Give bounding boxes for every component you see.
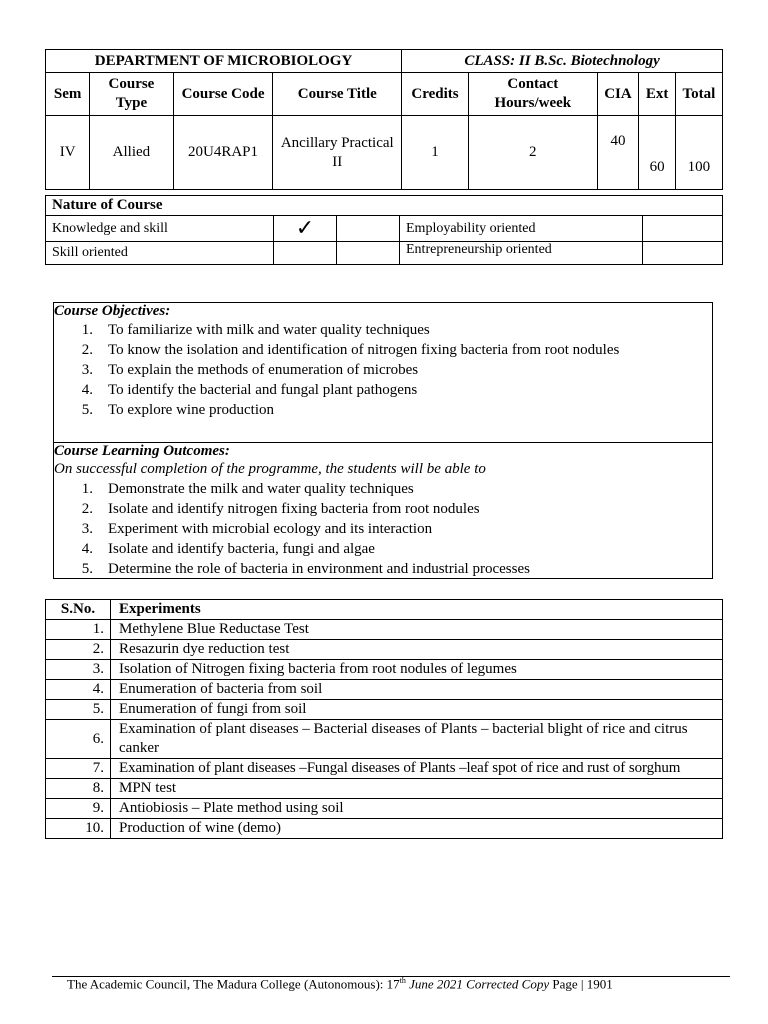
col-course-code: Course Code xyxy=(173,73,273,116)
experiment-title: Examination of plant diseases –Fungal diseases of Plants –leaf spot of rice and rust of sorghum xyxy=(111,759,723,779)
objectives-list xyxy=(54,320,712,420)
nature-blank-cell xyxy=(337,216,400,242)
experiment-number: 5. xyxy=(46,700,111,720)
col-course-type: Course Type xyxy=(90,73,173,116)
entrepreneurship-mark-cell xyxy=(643,242,723,265)
employability-mark-cell xyxy=(643,216,723,242)
experiment-title: Examination of plant diseases – Bacterial diseases of Plants – bacterial blight of rice and citrus canker xyxy=(111,720,723,759)
objective-item: 3. To explain the methods of enumeration of microbes xyxy=(108,360,712,380)
course-header-table xyxy=(45,49,723,190)
table-row xyxy=(46,700,723,720)
table-row xyxy=(46,680,723,700)
footer-council-text: The Academic Council, The Madura College (Autonomous): 17 xyxy=(67,976,400,992)
col-sem: Sem xyxy=(46,73,90,116)
table-row xyxy=(46,640,723,660)
table-row xyxy=(46,720,723,759)
col-experiments: Experiments xyxy=(111,600,723,620)
table-row xyxy=(46,799,723,819)
table-row xyxy=(46,779,723,799)
experiment-title: Resazurin dye reduction test xyxy=(111,640,723,660)
skill-oriented-label: Skill oriented xyxy=(46,242,274,265)
credits-value: 1 xyxy=(402,116,469,190)
experiment-title: Enumeration of fungi from soil xyxy=(111,700,723,720)
objective-item: 4. To identify the bacterial and fungal plant pathogens xyxy=(108,380,712,400)
nature-blank-cell xyxy=(337,242,400,265)
cia-value: 40 xyxy=(597,116,639,190)
knowledge-skill-label: Knowledge and skill xyxy=(46,216,274,242)
outcomes-heading: Course Learning Outcomes: xyxy=(54,443,230,459)
experiment-number: 6. xyxy=(46,720,111,759)
contact-hours-value: 2 xyxy=(468,116,597,190)
total-value: 100 xyxy=(675,116,722,190)
checkmark-icon: ✓ xyxy=(274,216,337,242)
course-objectives-section xyxy=(54,303,712,443)
course-type-value: Allied xyxy=(90,116,173,190)
outcome-item: 3. Experiment with microbial ecology and its interaction xyxy=(108,519,712,539)
experiment-number: 3. xyxy=(46,660,111,680)
experiment-title: Isolation of Nitrogen fixing bacteria from root nodules of legumes xyxy=(111,660,723,680)
page-footer xyxy=(67,976,613,992)
outcomes-list xyxy=(54,479,712,579)
experiments-table xyxy=(45,599,723,839)
employability-label: Employability oriented xyxy=(400,216,643,242)
outcomes-subtitle: On successful completion of the programme, the students will be able to xyxy=(54,461,486,477)
outcome-item: 4. Isolate and identify bacteria, fungi and algae xyxy=(108,539,712,559)
col-credits: Credits xyxy=(402,73,469,116)
col-ext: Ext xyxy=(639,73,676,116)
objective-item: 5. To explore wine production xyxy=(108,400,712,420)
objective-item: 2. To know the isolation and identification of nitrogen fixing bacteria from root nodules xyxy=(108,340,712,360)
table-row xyxy=(46,620,723,640)
experiment-number: 2. xyxy=(46,640,111,660)
outcome-item: 2. Isolate and identify nitrogen fixing bacteria from root nodules xyxy=(108,499,712,519)
footer-date-suffix: th xyxy=(399,976,406,985)
ext-value: 60 xyxy=(639,116,676,190)
footer-copy-text: June 2021 Corrected Copy xyxy=(405,976,550,992)
experiment-number: 4. xyxy=(46,680,111,700)
sem-value: IV xyxy=(46,116,90,190)
objectives-heading: Course Objectives: xyxy=(54,303,171,319)
experiment-number: 7. xyxy=(46,759,111,779)
col-total: Total xyxy=(675,73,722,116)
experiment-title: MPN test xyxy=(111,779,723,799)
experiment-title: Production of wine (demo) xyxy=(111,819,723,839)
experiment-title: Methylene Blue Reductase Test xyxy=(111,620,723,640)
experiment-number: 8. xyxy=(46,779,111,799)
experiment-title: Enumeration of bacteria from soil xyxy=(111,680,723,700)
skill-mark-cell xyxy=(274,242,337,265)
objective-item: 1. To familiarize with milk and water quality techniques xyxy=(108,320,712,340)
objectives-outcomes-box xyxy=(53,302,713,579)
experiment-number: 10. xyxy=(46,819,111,839)
course-code-value: 20U4RAP1 xyxy=(173,116,273,190)
col-contact-hours: Contact Hours/week xyxy=(468,73,597,116)
col-cia: CIA xyxy=(597,73,639,116)
table-row xyxy=(46,759,723,779)
outcome-item: 5. Determine the role of bacteria in environment and industrial processes xyxy=(108,559,712,579)
table-row xyxy=(46,819,723,839)
course-title-value: Ancillary Practical II xyxy=(273,116,402,190)
footer-page-number: Page | 1901 xyxy=(549,976,613,992)
experiment-number: 1. xyxy=(46,620,111,640)
class-name: CLASS: II B.Sc. Biotechnology xyxy=(402,50,723,73)
course-outcomes-section xyxy=(54,443,712,579)
experiment-number: 9. xyxy=(46,799,111,819)
outcome-item: 1. Demonstrate the milk and water quality techniques xyxy=(108,479,712,499)
nature-of-course-table xyxy=(45,195,723,265)
table-row xyxy=(46,660,723,680)
col-sno: S.No. xyxy=(46,600,111,620)
experiment-title: Antiobiosis – Plate method using soil xyxy=(111,799,723,819)
nature-title: Nature of Course xyxy=(46,196,723,216)
col-course-title: Course Title xyxy=(273,73,402,116)
entrepreneurship-label: Entrepreneurship oriented xyxy=(400,242,643,265)
department-name: DEPARTMENT OF MICROBIOLOGY xyxy=(46,50,402,73)
